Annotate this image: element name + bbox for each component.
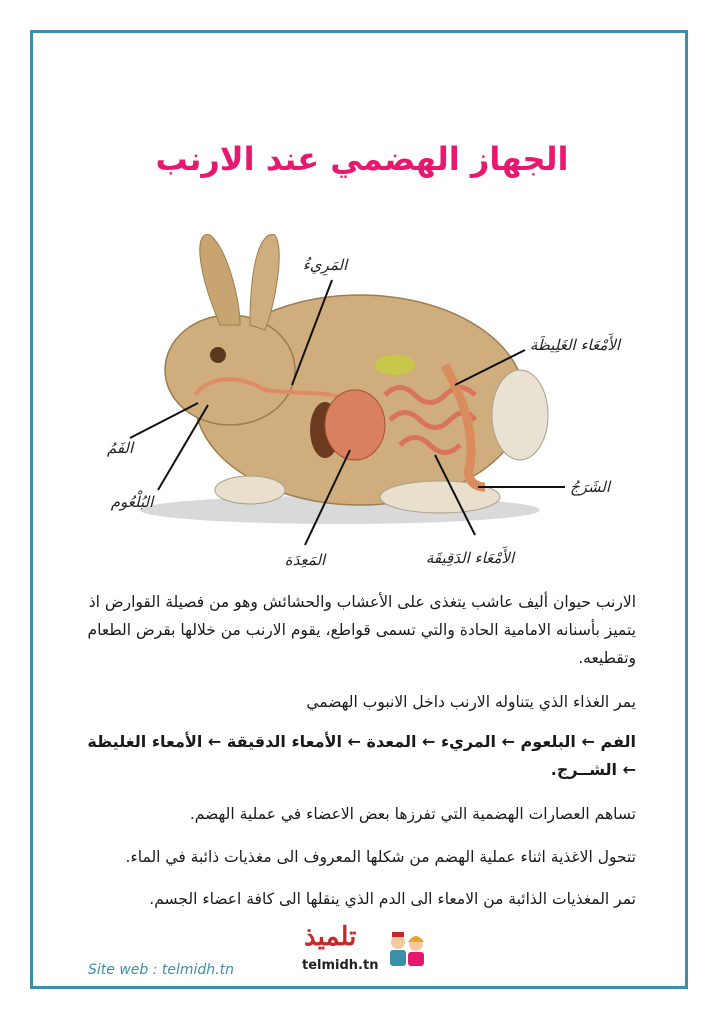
label-mouth: الفَمُ xyxy=(106,439,134,457)
rabbit-tail xyxy=(492,370,548,460)
page-title: الجهاز الهضمي عند الارنب xyxy=(155,140,569,178)
paragraph-transform: تتحول الاغذية اثناء عملية الهضم من شكلها المعروف الى مغذيات ذائبة في الماء. xyxy=(125,848,636,866)
paragraph-absorption: تمر المغذيات الذائبة من الامعاء الى الدم الذي ينقلها الى كافة اعضاء الجسم. xyxy=(149,890,636,908)
site-url: Site web : telmidh.tn xyxy=(88,962,234,978)
label-esophagus: المَرِيءُ xyxy=(302,256,348,274)
label-pharynx: البُلْعُوم xyxy=(110,493,154,511)
gland-shape xyxy=(375,355,415,375)
logo-arabic-text: تلميذ xyxy=(304,922,357,952)
line-mouth xyxy=(130,403,198,438)
label-large-intestine: الأَمْعَاء الغَلِيظَة xyxy=(529,336,621,354)
label-stomach: المَعِدَة xyxy=(284,551,326,569)
rabbit-ear-back xyxy=(200,235,240,325)
label-small-intestine: الأَمْعَاء الدَقِيقَة xyxy=(425,549,515,567)
telmidh-logo xyxy=(300,922,430,982)
rabbit-front-leg xyxy=(215,476,285,504)
line-pharynx xyxy=(158,405,208,490)
paragraph-intro: الارنب حيوان أليف عاشب يتغذى على الأعشاب والحشائش وهو من فصيلة القوارض اذ يتميز بأسنانه الامامية الحادة والتي تسمى قواطع، يقوم الارنب من خلالها بقرض الطعام وتقطيعه. xyxy=(87,593,636,667)
kids-icon xyxy=(384,930,428,974)
rabbit-diagram xyxy=(100,225,660,575)
rabbit-eye xyxy=(210,347,226,363)
logo-latin-text: telmidh.tn xyxy=(302,958,379,973)
rabbit-head xyxy=(165,315,295,425)
stomach-shape xyxy=(325,390,385,460)
paragraph-tract-intro: يمر الغذاء الذي يتناوله الارنب داخل الانبوب الهضمي xyxy=(306,693,636,711)
paragraph-tract-path: الفم ← البلعوم ← المريء ← المعدة ← الأمعاء الدقيقة ← الأمعاء الغليظة ← الشــرج. xyxy=(87,732,636,779)
label-anus: الشَرَجُ xyxy=(569,478,611,496)
paragraph-juices: تساهم العصارات الهضمية التي تفرزها بعض الاعضاء في عملية الهضم. xyxy=(189,805,636,823)
